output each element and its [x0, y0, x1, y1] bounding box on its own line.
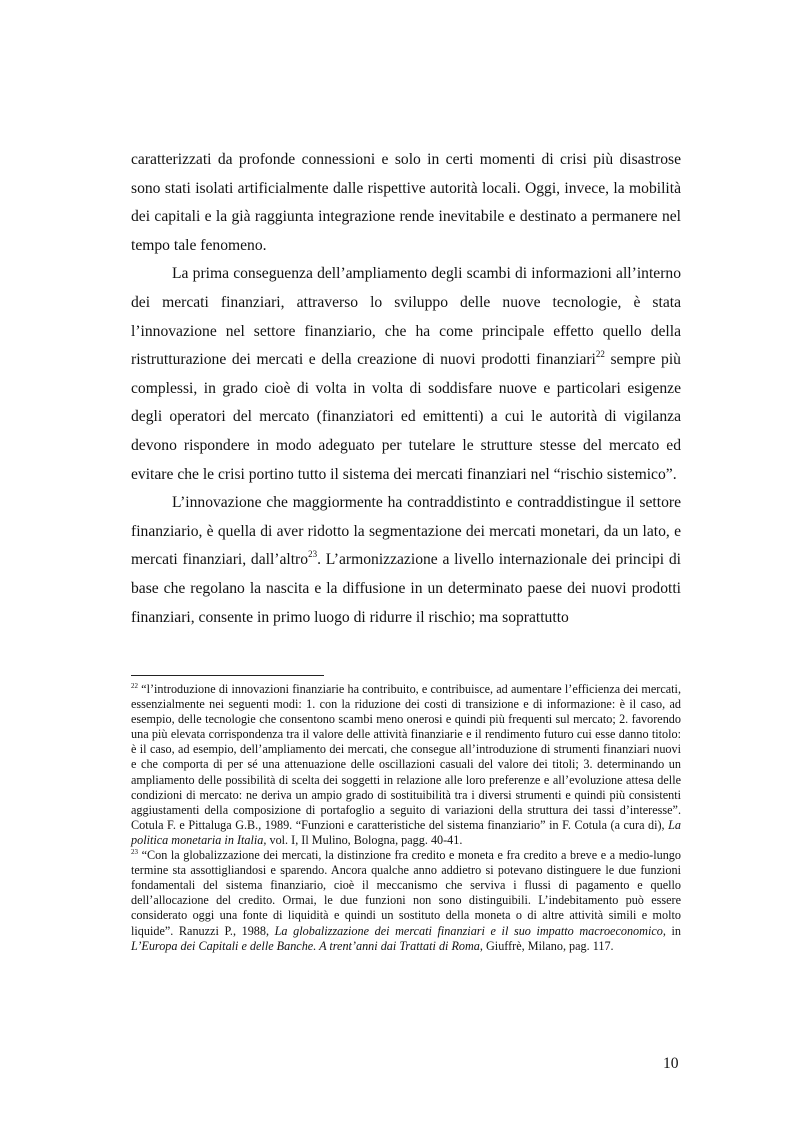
footnote-23-number: 23 — [131, 848, 138, 857]
footnote-22 — [131, 682, 681, 848]
footnote-22-text-b: vol. I, Il Mulino, Bologna, pagg. 40-41. — [266, 832, 463, 847]
footnote-ref-22[interactable]: 22 — [595, 349, 605, 360]
footnote-22-number: 22 — [131, 682, 138, 690]
footnote-23 — [131, 848, 681, 954]
footnote-23-text-a: “Con la globalizzazione dei mercati, la distinzione fra credito e moneta e fra credito a breve e a medio-lungo termine sta assottigliandosi e sparendo. Ancora qualche anno addietro si potevano distinguere le due funzioni fondamentali del sistema finanziario, cioè il meccanismo che serviva i flussi di pagamento e quello dell’allocazione del credito. Ormai, le due funzioni non sono distinguibili. L’indebitamento può essere considerato oggi una fonte di liquidità e quindi un sostituto della moneta o di altre attività simili e molto liquide”. Ranuzzi P., 1988, — [131, 848, 681, 938]
paragraph-2-text-b: sempre più complessi, in grado cioè di volta in volta di soddisfare nuove e particolari esigenze degli operatori del mercato (finanziatori ed emittenti) a cui le autorità di vigilanza devono rispondere in modo adeguato per tutelare le strutture stesse del mercato ed evitare che le crisi portino tutto il sistema dei mercati finanziari nel “rischio sistemico”. — [131, 351, 681, 483]
paragraph-3 — [131, 489, 681, 632]
paragraph-2-text-a: La prima conseguenza dell’ampliamento degli scambi di informazioni all’interno dei mercati finanziari, attraverso lo sviluppo delle nuove tecnologie, è stata l’innovazione nel settore finanziario, che ha come principale effetto quello della ristrutturazione dei mercati e della creazione di nuovi prodotti finanziari — [131, 265, 681, 369]
footnotes — [131, 682, 681, 954]
page-number: 10 — [663, 1055, 679, 1072]
footnote-23-text-b: , Giuffrè, Milano, pag. 117. — [479, 938, 614, 953]
footnote-22-title: La politica monetaria in Italia, — [131, 817, 681, 847]
paragraph-3-text-b: . L’armonizzazione a livello internazionale dei principi di base che regolano la nascita e la diffusione in un determinato paese dei nuovi prodotti finanziari, consente in primo luogo di ridurre il rischio; ma soprattutto — [131, 551, 681, 626]
footnote-23-title-2: L’Europa dei Capitali e delle Banche. A trent’anni dai Trattati di Roma — [131, 938, 480, 953]
footnote-22-text-a: “l’introduzione di innovazioni finanziarie ha contribuito, e contribuisce, ad aumentare l’efficienza dei mercati, essenzialmente nei seguenti modi: 1. con la riduzione dei costi di transizione e di informazione: è il caso, ad esempio, delle tecnologie che consentono scambi meno onerosi e quindi più frequenti sul mercato; 2. favorendo una più elevata corrispondenza tra il valore delle attività finanziarie e il rendimento futuro cui esse danno titolo: è il caso, ad esempio, dell’ampliamento dei mercati, che consegue all’introduzione di strumenti finanziari nuovi e che comporta di per sé una attenuazione delle oscillazioni casuali del valore dei titoli; 3. determinando un ampliamento delle possibilità di scelta dei soggetti in relazione alle loro preferenze e all’evoluzione attesa delle condizioni di mercato: ne deriva un ampio grado di sostituibilità tra i diversi strumenti e quindi più consistenti aggiustamenti della composizione di portafoglio a seguito di variazioni della struttura dei tassi d’interesse”. Cotula F. e Pittaluga G.B., 1989. “Funzioni e caratteristiche del sistema finanziario” in F. Cotula (a cura di), — [131, 682, 681, 832]
paragraph-1: caratterizzati da profonde connessioni e solo in certi momenti di crisi più disastrose sono stati isolati artificialmente dalle rispettive autorità locali. Oggi, invece, la mobilità dei capitali e la già raggiunta integrazione rende inevitabile e destinato a permanere nel tempo tale fenomeno. — [131, 151, 681, 254]
footnote-separator — [131, 675, 324, 676]
main-text — [131, 146, 681, 632]
paragraph-2 — [131, 260, 681, 489]
footnote-23-title-1: La globalizzazione dei mercati finanziari e il suo impatto macroeconomico — [274, 923, 663, 938]
paragraph-3-text-a: L’innovazione che maggiormente ha contraddistinto e contraddistingue il settore finanziario, è quella di aver ridotto la segmentazione dei mercati monetari, da un lato, e mercati finanziari, dall’altro — [131, 494, 681, 569]
footnote-ref-23[interactable]: 23 — [308, 549, 318, 560]
footnote-23-text-mid: , in — [662, 923, 681, 938]
